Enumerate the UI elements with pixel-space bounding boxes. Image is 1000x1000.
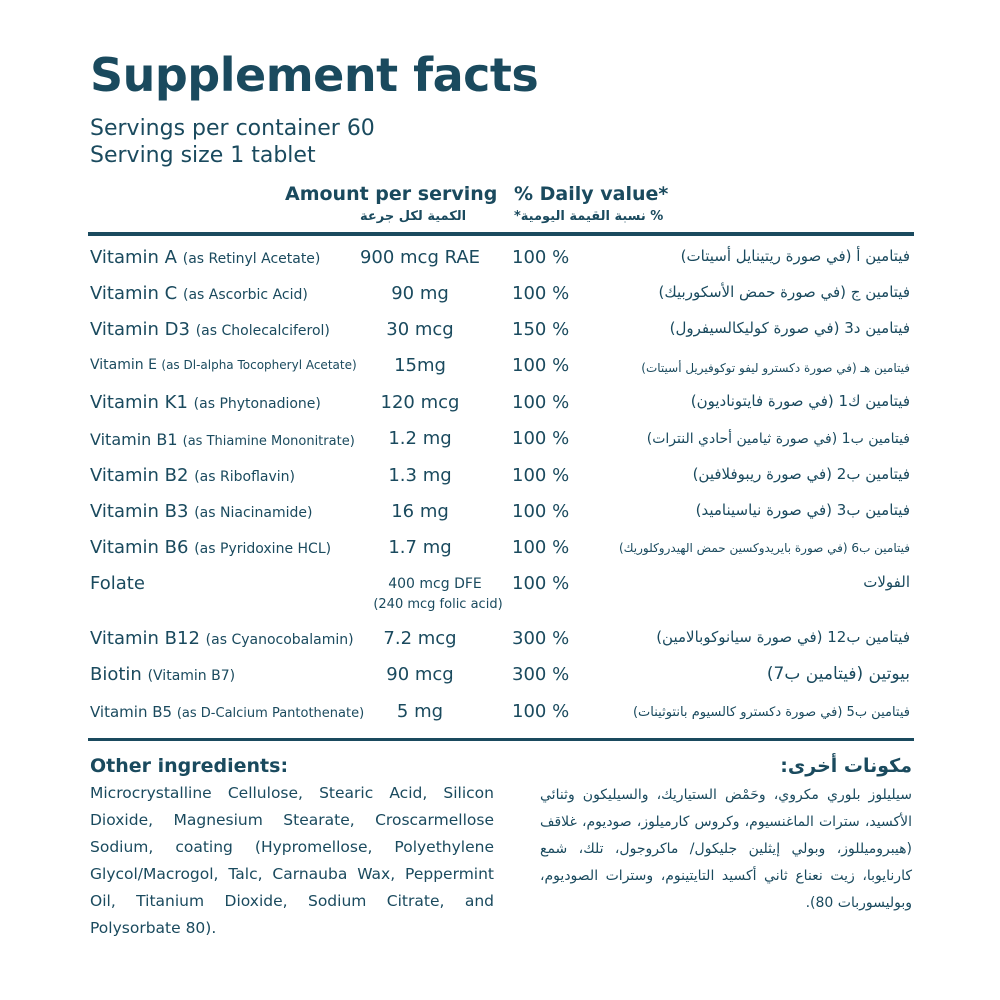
nutrient-daily-value: 100 %	[512, 465, 570, 486]
nutrient-name: Vitamin B1 (as Thiamine Mononitrate)	[90, 430, 355, 449]
nutrient-name-arabic: فيتامين ب5 (في صورة دكسترو كالسيوم بانتوثينات)	[632, 705, 910, 720]
nutrient-amount-note: (240 mcg folic acid)	[373, 597, 503, 612]
nutrient-name-arabic: فيتامين ب12 (في صورة سيانوكوبالامين)	[656, 628, 910, 646]
nutrient-daily-value: 100 %	[512, 573, 570, 594]
amount-header: Amount per serving	[285, 183, 498, 205]
daily-value-header: % Daily value*	[514, 183, 669, 205]
nutrient-name-arabic: فيتامين ك1 (في صورة فايتوناديون)	[690, 392, 910, 410]
nutrient-name-arabic: فيتامين هـ (في صورة دكسترو ليفو توكوفيريل أسيتات)	[641, 361, 910, 375]
nutrient-amount: 7.2 mcg	[383, 628, 457, 649]
nutrient-name: Vitamin A (as Retinyl Acetate)	[90, 247, 321, 268]
nutrient-daily-value: 100 %	[512, 247, 570, 268]
nutrient-daily-value: 100 %	[512, 501, 570, 522]
nutrient-name-arabic: فيتامين د3 (في صورة كوليكالسيفرول)	[669, 319, 910, 337]
nutrient-name: Vitamin B12 (as Cyanocobalamin)	[90, 628, 354, 649]
nutrient-amount: 90 mg	[391, 283, 449, 304]
nutrient-name-arabic: فيتامين أ (في صورة ريتينايل أسيتات)	[680, 247, 910, 265]
other-ingredients-title-arabic: مكونات أخرى:	[780, 755, 912, 777]
nutrient-daily-value: 100 %	[512, 355, 570, 376]
nutrient-name-arabic: فيتامين ب1 (في صورة ثيامين أحادي النترات)	[646, 431, 910, 447]
nutrient-daily-value: 150 %	[512, 319, 570, 340]
nutrient-amount: 1.7 mg	[388, 537, 452, 558]
nutrient-name-arabic: فيتامين ب6 (في صورة بايريدوكسين حمض الهيدروكلوريك)	[618, 541, 910, 555]
nutrient-daily-value: 300 %	[512, 628, 570, 649]
amount-header-arabic: الكمية لكل جرعة	[360, 209, 467, 224]
nutrient-name: Vitamin K1 (as Phytonadione)	[90, 392, 321, 413]
nutrient-name: Biotin (Vitamin B7)	[90, 664, 236, 685]
nutrient-amount: 90 mcg	[386, 664, 454, 685]
nutrient-daily-value: 100 %	[512, 283, 570, 304]
nutrient-amount: 5 mg	[396, 701, 444, 722]
other-ingredients-text: Microcrystalline Cellulose, Stearic Acid, Silicon Dioxide, Magnesium Stearate, Croscarmellose Sodium, coating (Hypromellose, Polyethylene Glycol/Macrogol, Talc, Carnauba Wax, Peppermint Oil, Titanium Dioxide, Sodium Citrate, and Polysorbate 80).	[90, 784, 494, 937]
nutrient-amount: 900 mcg RAE	[359, 247, 481, 268]
nutrient-name: Vitamin B3 (as Niacinamide)	[90, 501, 313, 522]
nutrient-name: Vitamin E (as Dl-alpha Tocopheryl Acetate)	[90, 357, 357, 373]
nutrient-name-arabic: فيتامين ب2 (في صورة ريبوفلافين)	[692, 465, 910, 483]
nutrient-daily-value: 100 %	[512, 392, 570, 413]
page-title: Supplement facts	[90, 48, 539, 102]
nutrient-daily-value: 100 %	[512, 428, 570, 449]
nutrient-name: Vitamin B5 (as D-Calcium Pantothenate)	[90, 703, 365, 721]
nutrient-daily-value: 300 %	[512, 664, 570, 685]
nutrient-name: Vitamin B2 (as Riboflavin)	[90, 465, 295, 486]
nutrient-name: Vitamin B6 (as Pyridoxine HCL)	[90, 537, 332, 558]
nutrient-name: Folate	[90, 573, 145, 594]
nutrient-amount: 120 mcg	[380, 392, 460, 413]
footer-divider	[88, 738, 914, 741]
nutrient-amount: 1.3 mg	[388, 465, 452, 486]
header-divider	[88, 232, 914, 236]
nutrient-amount: 16 mg	[391, 501, 449, 522]
other-ingredients-text-arabic: سيليلوز بلوري مكروي، وحَمْض الستياريك، والسيليكون وثنائي الأكسيد، سترات الماغنسيوم، وكروس كارميلوز، صوديوم، غلاقف (هيبروميللوز، وبولي إيثلين جليكول/ ماكروجول، تلك، شمع كارنايوبا، زيت نعناع ثاني أكسيد التايتينوم، وسترات الصوديوم، وبوليسوربات 80).	[540, 787, 912, 911]
servings-per-container: Servings per container 60	[90, 116, 375, 141]
nutrient-daily-value: 100 %	[512, 537, 570, 558]
nutrient-name-arabic: الفولات	[863, 573, 910, 591]
other-ingredients-title: Other ingredients:	[90, 755, 289, 777]
nutrient-amount: 400 mcg DFE	[388, 576, 482, 592]
nutrient-amount: 15mg	[394, 355, 446, 376]
nutrient-amount: 30 mcg	[386, 319, 454, 340]
nutrient-daily-value: 100 %	[512, 701, 570, 722]
nutrient-amount: 1.2 mg	[388, 428, 452, 449]
nutrient-name-arabic: بيوتين (فيتامين ب7)	[766, 664, 910, 684]
nutrient-name: Vitamin D3 (as Cholecalciferol)	[90, 319, 330, 340]
nutrient-name-arabic: فيتامين ج (في صورة حمض الأسكوربيك)	[658, 283, 910, 301]
serving-size: Serving size 1 tablet	[90, 143, 316, 168]
daily-value-header-arabic: % نسبة القيمة اليومية*	[514, 209, 664, 224]
nutrient-name-arabic: فيتامين ب3 (في صورة نياسيناميد)	[695, 501, 910, 519]
nutrient-name: Vitamin C (as Ascorbic Acid)	[90, 283, 308, 304]
